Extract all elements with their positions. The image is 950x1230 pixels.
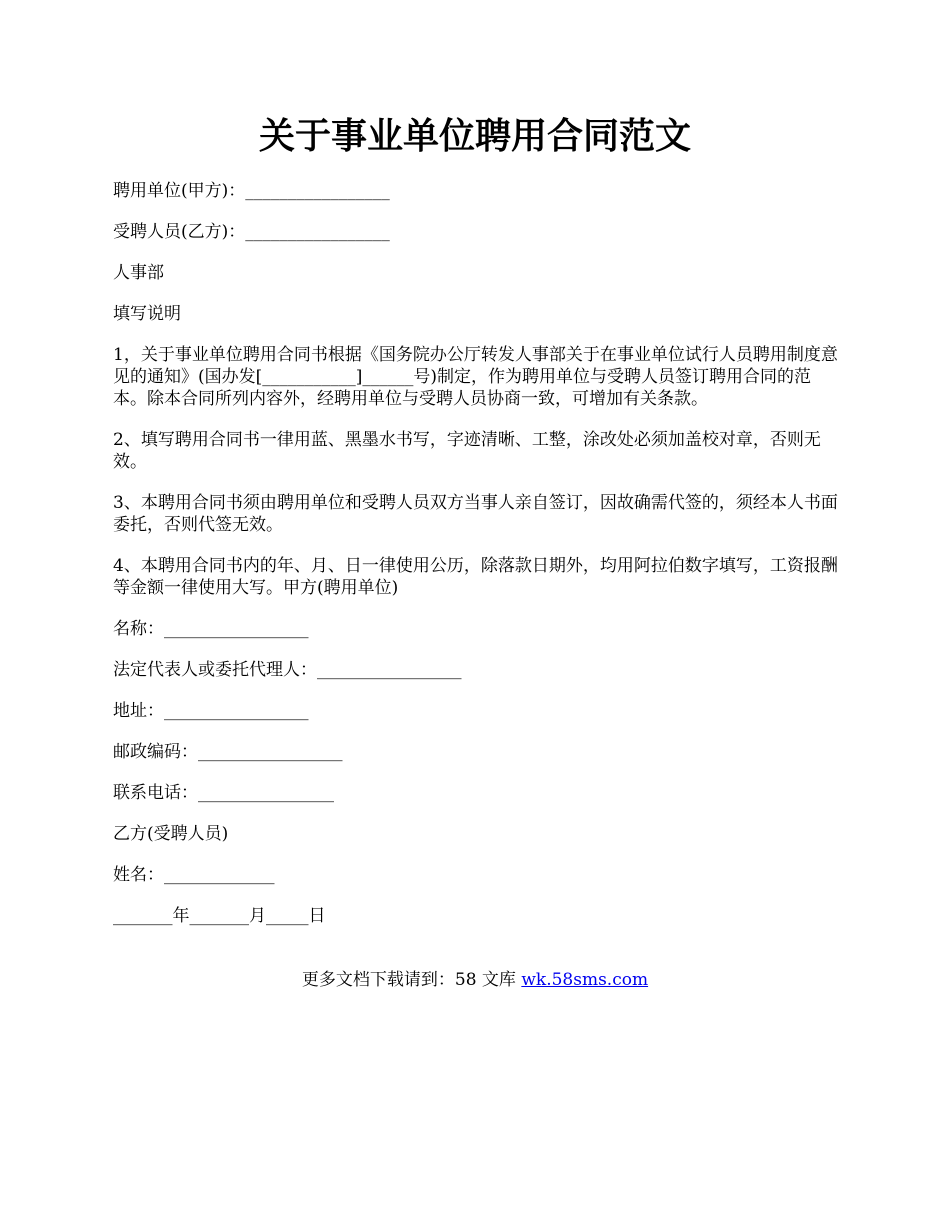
employee-party-line: 受聘人员(乙方)：_________________ [113, 222, 390, 242]
employer-party-line: 聘用单位(甲方)：_________________ [113, 181, 390, 201]
name-field-line: 名称：_________________ [113, 619, 309, 639]
document-body [113, 180, 843, 946]
instruction-item-2: 2、填写聘用合同书一律用蓝、黑墨水书写，字迹清晰、工整，涂改处必须加盖校对章，否则无效。 [113, 430, 821, 472]
footer-prefix: 更多文档下载请到：58 文库 [301, 970, 522, 990]
footer-link[interactable]: wk.58sms.com [521, 970, 649, 990]
date-line: _______年_______月_____日 [113, 906, 326, 926]
instructions-heading: 填写说明 [113, 304, 181, 324]
instruction-item-1: 1，关于事业单位聘用合同书根据《国务院办公厅转发人事部关于在事业单位试行人员聘用制度意见的通知》(国办发[___________]______号)制定，作为聘用单位与受聘人员签订聘用合同的范本。除本合同所列内容外，经聘用单位与受聘人员协商一致，可增加有关条款。 [113, 345, 838, 409]
instruction-item-3: 3、本聘用合同书须由聘用单位和受聘人员双方当事人亲自签订，因故确需代签的，须经本人书面委托，否则代签无效。 [113, 493, 838, 535]
address-line: 地址：_________________ [113, 701, 309, 721]
employee-name-line: 姓名：_____________ [113, 865, 275, 885]
party-b-heading: 乙方(受聘人员) [113, 824, 229, 844]
footer [0, 968, 950, 992]
document-title: 关于事业单位聘用合同范文 [258, 115, 691, 157]
phone-line: 联系电话：________________ [113, 783, 334, 803]
instruction-item-4: 4、本聘用合同书内的年、月、日一律使用公历，除落款日期外，均用阿拉伯数字填写，工资报酬等金额一律使用大写。甲方(聘用单位) [113, 556, 838, 598]
legal-representative-line: 法定代表人或委托代理人：_________________ [113, 660, 462, 680]
postal-code-line: 邮政编码：_________________ [113, 742, 343, 762]
issuer-line: 人事部 [113, 263, 164, 283]
